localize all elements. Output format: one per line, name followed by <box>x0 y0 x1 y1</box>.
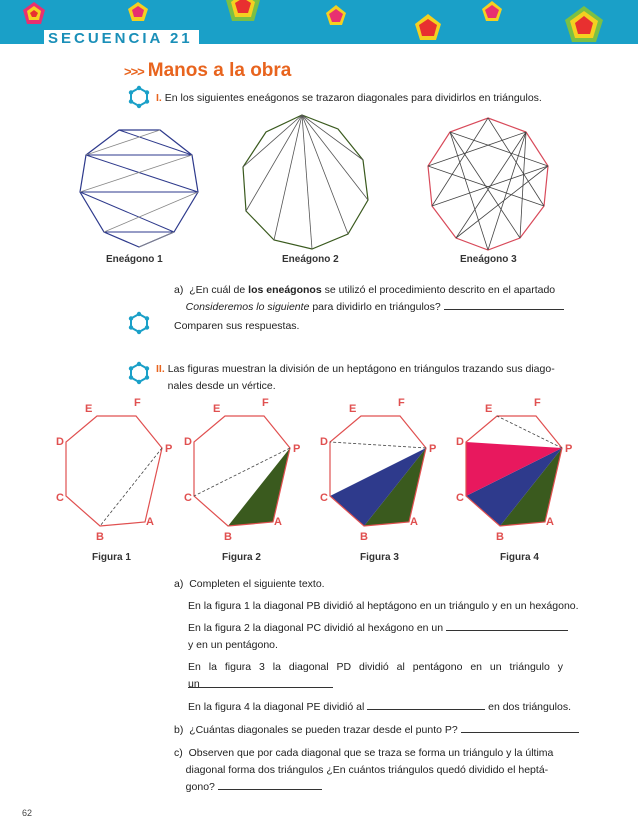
vertex-label-a: A <box>410 516 418 528</box>
vertex-label-d: D <box>320 436 328 448</box>
vertex-label-b: B <box>496 531 504 543</box>
eneagon-3 <box>408 112 568 252</box>
line5b-text: en dos triángulos. <box>488 701 572 713</box>
eneagon-3-label: Eneágono 3 <box>460 254 517 265</box>
team-work-icon <box>128 362 150 384</box>
vertex-label-f: F <box>262 397 269 409</box>
figure-1-label: Figura 1 <box>92 552 131 563</box>
complete-line-4: En la figura 3 la diagonal PD dividió al pentágono en un triángulo y un <box>188 661 563 690</box>
c-line1: Observen que por cada diagonal que se traza se forma un triángulo y la última <box>188 747 554 759</box>
a-text: Completen el siguiente texto. <box>189 578 325 590</box>
vertex-label-p: P <box>429 443 437 455</box>
line2-text: En la figura 2 la diagonal PC dividió al hexágono en un <box>188 622 444 634</box>
vertex-label-d: D <box>184 436 192 448</box>
vertex-label-e: E <box>485 403 493 415</box>
part2-text-line1: Las figuras muestran la división de un heptágono en triángulos trazando sus diago- <box>167 363 555 375</box>
heptagon-figure-4 <box>452 400 582 540</box>
page-number: 62 <box>22 808 33 818</box>
compare-answers: Comparen sus respuestas. <box>174 320 300 332</box>
section-title <box>124 60 291 82</box>
a-letter: a) <box>174 578 184 590</box>
heptagon-figure-3 <box>316 400 446 540</box>
vertex-label-e: E <box>213 403 221 415</box>
c-line2: diagonal forma dos triángulos ¿En cuántos triángulos quedó dividido el heptá- <box>185 764 549 776</box>
eneagon-1-label: Eneágono 1 <box>106 254 163 265</box>
section-arrow: >>> <box>124 64 144 79</box>
answer-blank-4a[interactable] <box>367 699 485 710</box>
b-letter: b) <box>174 724 184 736</box>
part2-instruction <box>156 361 580 395</box>
answer-blank-b[interactable] <box>461 722 579 733</box>
team-work-icon <box>128 86 150 108</box>
eneagon-2 <box>230 112 390 252</box>
vertex-label-f: F <box>534 397 541 409</box>
vertex-label-f: F <box>134 397 141 409</box>
c-letter: c) <box>174 747 183 759</box>
complete-line-3: y en un pentágono. <box>188 639 278 651</box>
vertex-label-b: B <box>96 531 104 543</box>
heptagon-figure-2 <box>180 400 310 540</box>
vertex-label-e: E <box>85 403 93 415</box>
qa-letter: a) <box>174 284 184 296</box>
answer-blank-3a[interactable] <box>188 677 333 688</box>
qa-text1: ¿En cuál de <box>189 284 246 296</box>
vertex-label-c: C <box>320 492 328 504</box>
vertex-label-d: D <box>56 436 64 448</box>
part2-number: II. <box>156 363 165 375</box>
part2-text-line2: nales desde un vértice. <box>167 380 276 392</box>
answer-blank-c[interactable] <box>218 779 322 790</box>
figure-4-label: Figura 4 <box>500 552 539 563</box>
figure-2-label: Figura 2 <box>222 552 261 563</box>
part1-instruction <box>156 90 542 107</box>
heptagon-figure-1 <box>52 400 182 540</box>
sequence-label: SECUENCIA 21 <box>44 30 199 47</box>
part2-question-b <box>174 722 580 739</box>
vertex-label-a: A <box>546 516 554 528</box>
figure-3-label: Figura 3 <box>360 552 399 563</box>
complete-line-1: En la figura 1 la diagonal PB dividió al heptágono en un triángulo y en un hexágono. <box>188 600 579 612</box>
vertex-label-e: E <box>349 403 357 415</box>
vertex-label-p: P <box>293 443 301 455</box>
section-title-text: Manos a la obra <box>147 60 292 81</box>
part1-text: En los siguientes eneágonos se trazaron diagonales para dividirlos en triángulos. <box>164 92 542 104</box>
part1-number: I. <box>156 92 162 104</box>
qa-text2: se utilizó el procedimiento descrito en el apartado <box>324 284 556 296</box>
answer-blank-2a[interactable] <box>446 620 568 631</box>
vertex-label-f: F <box>398 397 405 409</box>
vertex-label-d: D <box>456 436 464 448</box>
complete-line-5 <box>188 699 580 716</box>
part2-question-a <box>174 576 325 593</box>
vertex-label-p: P <box>165 443 173 455</box>
team-work-icon <box>128 312 150 334</box>
vertex-label-a: A <box>146 516 154 528</box>
vertex-label-c: C <box>56 492 64 504</box>
answer-blank-1a[interactable] <box>444 299 564 310</box>
qa-italic: Consideremos lo siguiente <box>185 301 310 313</box>
qa-bold: los eneágonos <box>248 284 322 296</box>
eneagon-2-label: Eneágono 2 <box>282 254 339 265</box>
b-text: ¿Cuántas diagonales se pueden trazar desde el punto P? <box>189 724 458 736</box>
vertex-label-b: B <box>360 531 368 543</box>
c-line3: gono? <box>185 781 215 793</box>
part1-question-a <box>174 282 578 316</box>
vertex-label-c: C <box>456 492 464 504</box>
qa-text3: para dividirlo en triángulos? <box>312 301 441 313</box>
vertex-label-c: C <box>184 492 192 504</box>
part2-question-c <box>174 745 580 796</box>
vertex-label-b: B <box>224 531 232 543</box>
vertex-label-p: P <box>565 443 573 455</box>
complete-line-2 <box>188 620 580 637</box>
vertex-label-a: A <box>274 516 282 528</box>
eneagon-1 <box>60 112 220 252</box>
line5a-text: En la figura 4 la diagonal PE dividió al <box>188 701 365 713</box>
answer-blank-line <box>188 677 333 694</box>
